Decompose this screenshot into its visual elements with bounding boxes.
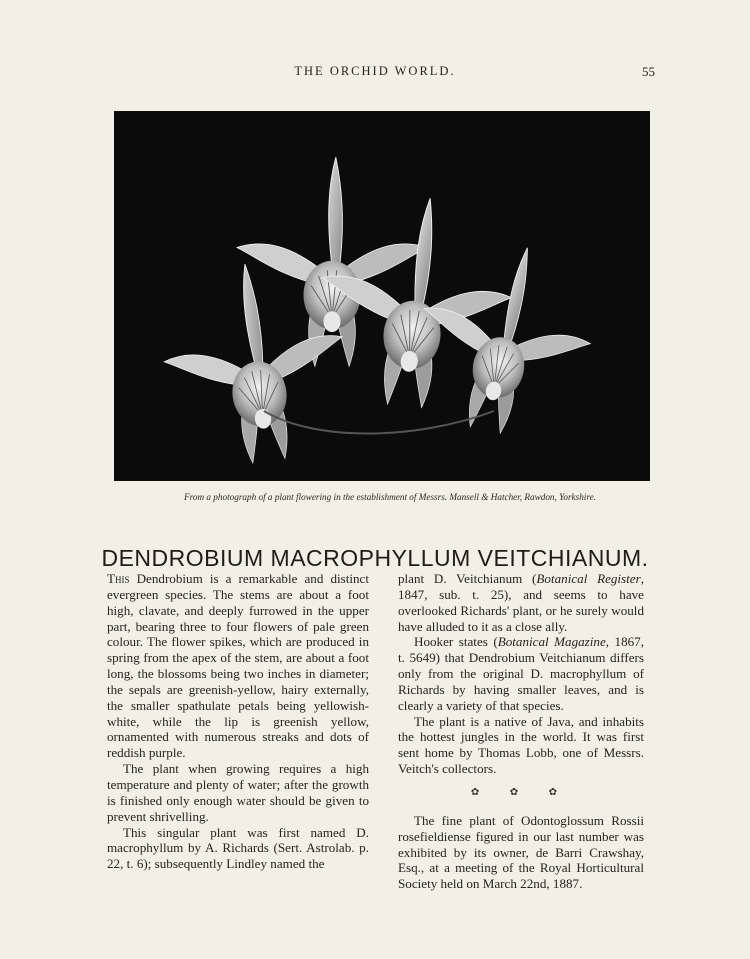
orchid-photograph [114, 111, 650, 481]
paragraph: The plant is a native of Java, and inhabits the hottest jungles in the world. It was first sent home by Thomas Lobb, one of Messrs. Veitch's collectors. [398, 713, 644, 777]
citation-title: Botanical Register [536, 571, 641, 586]
page-number: 55 [642, 64, 655, 79]
left-column [107, 571, 369, 872]
running-title: THE ORCHID WORLD. [294, 64, 456, 78]
paragraph [398, 571, 644, 634]
photo-caption: From a photograph of a plant flowering in the establishment of Messrs. Mansell & Hatcher, Rawdon, Yorkshire. [184, 492, 596, 502]
right-column [398, 571, 644, 892]
paragraph: The fine plant of Odontoglossum Rossii rosefieldiense figured in our last number was exhibited by its owner, de Barri Crawshay, Esq., at a meeting of the Royal Horticultural Society held on March 22nd, 1887. [398, 812, 644, 892]
paragraph-text: plant D. Veitchianum ( [398, 571, 537, 586]
paragraph-text: Dendrobium is a remarkable and distinct evergreen species. The stems are about a foot high, clavate, and deeply furrowed in the upper part, bearing three to four flowers of pale green colour. The flower spikes, which are produced in spring from the apex of the stem, are about a foot long, the blossoms being two inches in diameter; the sepals are greenish-yellow, hairy externally, the smaller spathulate petals being yellowish-white, while the lip is greenish yellow, ornamented with numerous streaks and dots of reddish purple. [107, 571, 369, 761]
drop-lead-word: This [107, 571, 130, 586]
paragraph [398, 634, 644, 713]
article-title: DENDROBIUM MACROPHYLLUM VEITCHIANUM. [101, 545, 649, 572]
paragraph-text: Hooker states ( [414, 634, 498, 650]
section-separator: ✿ ✿ ✿ [470, 786, 572, 798]
paragraph [107, 571, 369, 761]
paragraph: This singular plant was first named D. macrophyllum by A. Richards (Sert. Astrolab. p. 22, t. 6); subsequently Lindley named the [107, 824, 369, 872]
citation-title: Botanical Magazine [497, 634, 606, 650]
paragraph-text: , 1847, sub. t. 25), and seems to have overlooked Richards' plant, or he surely would have alluded to it as a close ally. [398, 571, 644, 634]
paragraph: The plant when growing requires a high temperature and plenty of water; after the growth is finished only enough water should be given to prevent shrivelling. [107, 761, 369, 824]
orchid-flowers-illustration [114, 111, 650, 481]
paragraph-text: , 1867, t. 5649) that Dendrobium Veitchianum differs only from the original D. macrophyllum of Richards by having smaller leaves, and is clearly a variety of that species. [398, 634, 644, 713]
